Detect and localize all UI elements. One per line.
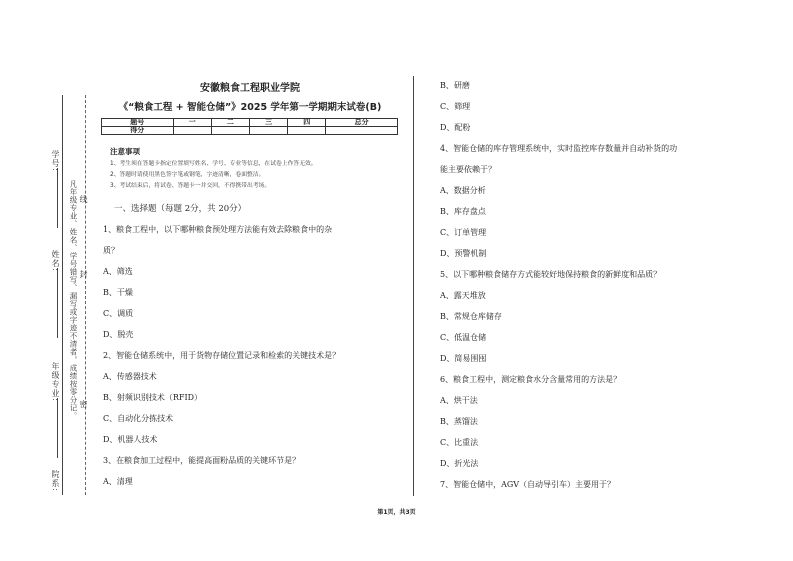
notice-item: 3、考试结束后，将试卷、答题卡一并交回，不得携带出考场。	[110, 183, 271, 189]
option-line: D、折光法	[440, 459, 479, 468]
score-cell[interactable]	[288, 127, 326, 135]
option-line: B、研磨	[440, 81, 470, 90]
column-divider	[413, 76, 414, 496]
score-cell: 二	[211, 119, 249, 127]
option-line: C、调质	[103, 309, 134, 318]
option-line: D、机器人技术	[103, 435, 158, 444]
grade-major-blank	[57, 398, 58, 458]
option-line: A、露天堆放	[440, 291, 486, 300]
score-table-score-row	[102, 127, 398, 135]
notice-item: 2、答题时请使用黑色签字笔或钢笔，字迹清晰，卷面整洁。	[110, 172, 265, 178]
score-cell: 四	[288, 119, 326, 127]
section-heading: 一、选择题（每题 2分，共 20分）	[114, 204, 247, 214]
student-id-label: 学号:	[51, 150, 60, 172]
option-line: A、传感器技术	[103, 372, 157, 381]
seal-mark: 封	[79, 270, 88, 279]
college-label: 院系:	[51, 470, 60, 492]
option-line: B、射频识别技术（RFID）	[103, 393, 203, 402]
question-line: 6、粮食工程中，测定粮食水分含量常用的方法是？	[440, 375, 622, 384]
option-line: D、配粉	[440, 123, 471, 132]
score-cell: 总分	[326, 119, 398, 127]
option-line: C、低温仓储	[440, 333, 487, 342]
option-line: C、订单管理	[440, 228, 487, 237]
option-line: D、预警机制	[440, 249, 487, 258]
option-line: A、筛选	[103, 267, 133, 276]
score-cell: 得分	[102, 127, 174, 135]
question-line: 能主要依赖于？	[440, 165, 496, 174]
score-table-header-row	[102, 119, 398, 127]
score-cell[interactable]	[326, 127, 398, 135]
option-line: B、蒸馏法	[440, 417, 478, 426]
score-cell[interactable]	[211, 127, 249, 135]
question-line: 1、粮食工程中，以下哪种粮食预处理方法能有效去除粮食中的杂	[103, 225, 333, 234]
exam-title: 《“粮食工程 + 智能仓储”》2025 学年第一学期期末试卷(B)	[118, 102, 382, 113]
question-line: 3、在粮食加工过程中，能提高面粉品质的关键环节是？	[103, 456, 301, 465]
option-line: A、烘干法	[440, 396, 478, 405]
page-number: 第1页，共3页	[377, 509, 416, 516]
option-line: A、清理	[103, 477, 133, 486]
option-line: D、简易围囤	[440, 354, 487, 363]
score-cell[interactable]	[249, 127, 287, 135]
seal-dash-line	[85, 95, 86, 495]
question-line: 2、智能仓储系统中，用于货物存储位置记录和检索的关键技术是？	[103, 351, 341, 360]
question-line: 7、智能仓储中，AGV（自动导引车）主要用于？	[440, 480, 616, 489]
notice-title: 注意事项	[110, 147, 140, 156]
option-line: B、干燥	[103, 288, 133, 297]
name-label: 姓名:	[51, 250, 60, 272]
score-cell: 一	[173, 119, 211, 127]
score-table	[101, 118, 398, 135]
option-line: C、比重法	[440, 438, 479, 447]
option-line: C、筛理	[440, 102, 471, 111]
option-line: B、库存盘点	[440, 207, 486, 216]
option-line: A、数据分析	[440, 186, 486, 195]
student-id-blank	[57, 168, 58, 228]
score-cell: 三	[249, 119, 287, 127]
question-line: 5、以下哪种粮食储存方式能较好地保持粮食的新鲜度和品质？	[440, 270, 662, 279]
name-blank	[57, 268, 58, 338]
grade-major-label: 年级专业:	[51, 362, 60, 402]
question-line: 4、智能仓储的库存管理系统中，实时监控库存数量并自动补货的功	[440, 144, 678, 153]
binding-notice: 凡年级专业、姓名、学号错写、漏写或字迹不清者，成绩按零分记。	[69, 180, 78, 420]
school-name: 安徽粮食工程职业学院	[200, 83, 300, 94]
line-mark: 线	[79, 195, 88, 204]
option-line: B、常规仓库储存	[440, 312, 502, 321]
option-line: C、自动化分拣技术	[103, 414, 174, 423]
option-line: D、脱壳	[103, 330, 134, 339]
notice-item: 1、考生须在答题卡指定位置填写姓名、学号、专业等信息，在试卷上作答无效。	[110, 161, 317, 167]
score-cell[interactable]	[173, 127, 211, 135]
dense-mark: 密	[79, 400, 88, 409]
question-line: 质？	[103, 246, 119, 255]
binding-line	[62, 95, 63, 495]
score-cell: 题号	[102, 119, 174, 127]
